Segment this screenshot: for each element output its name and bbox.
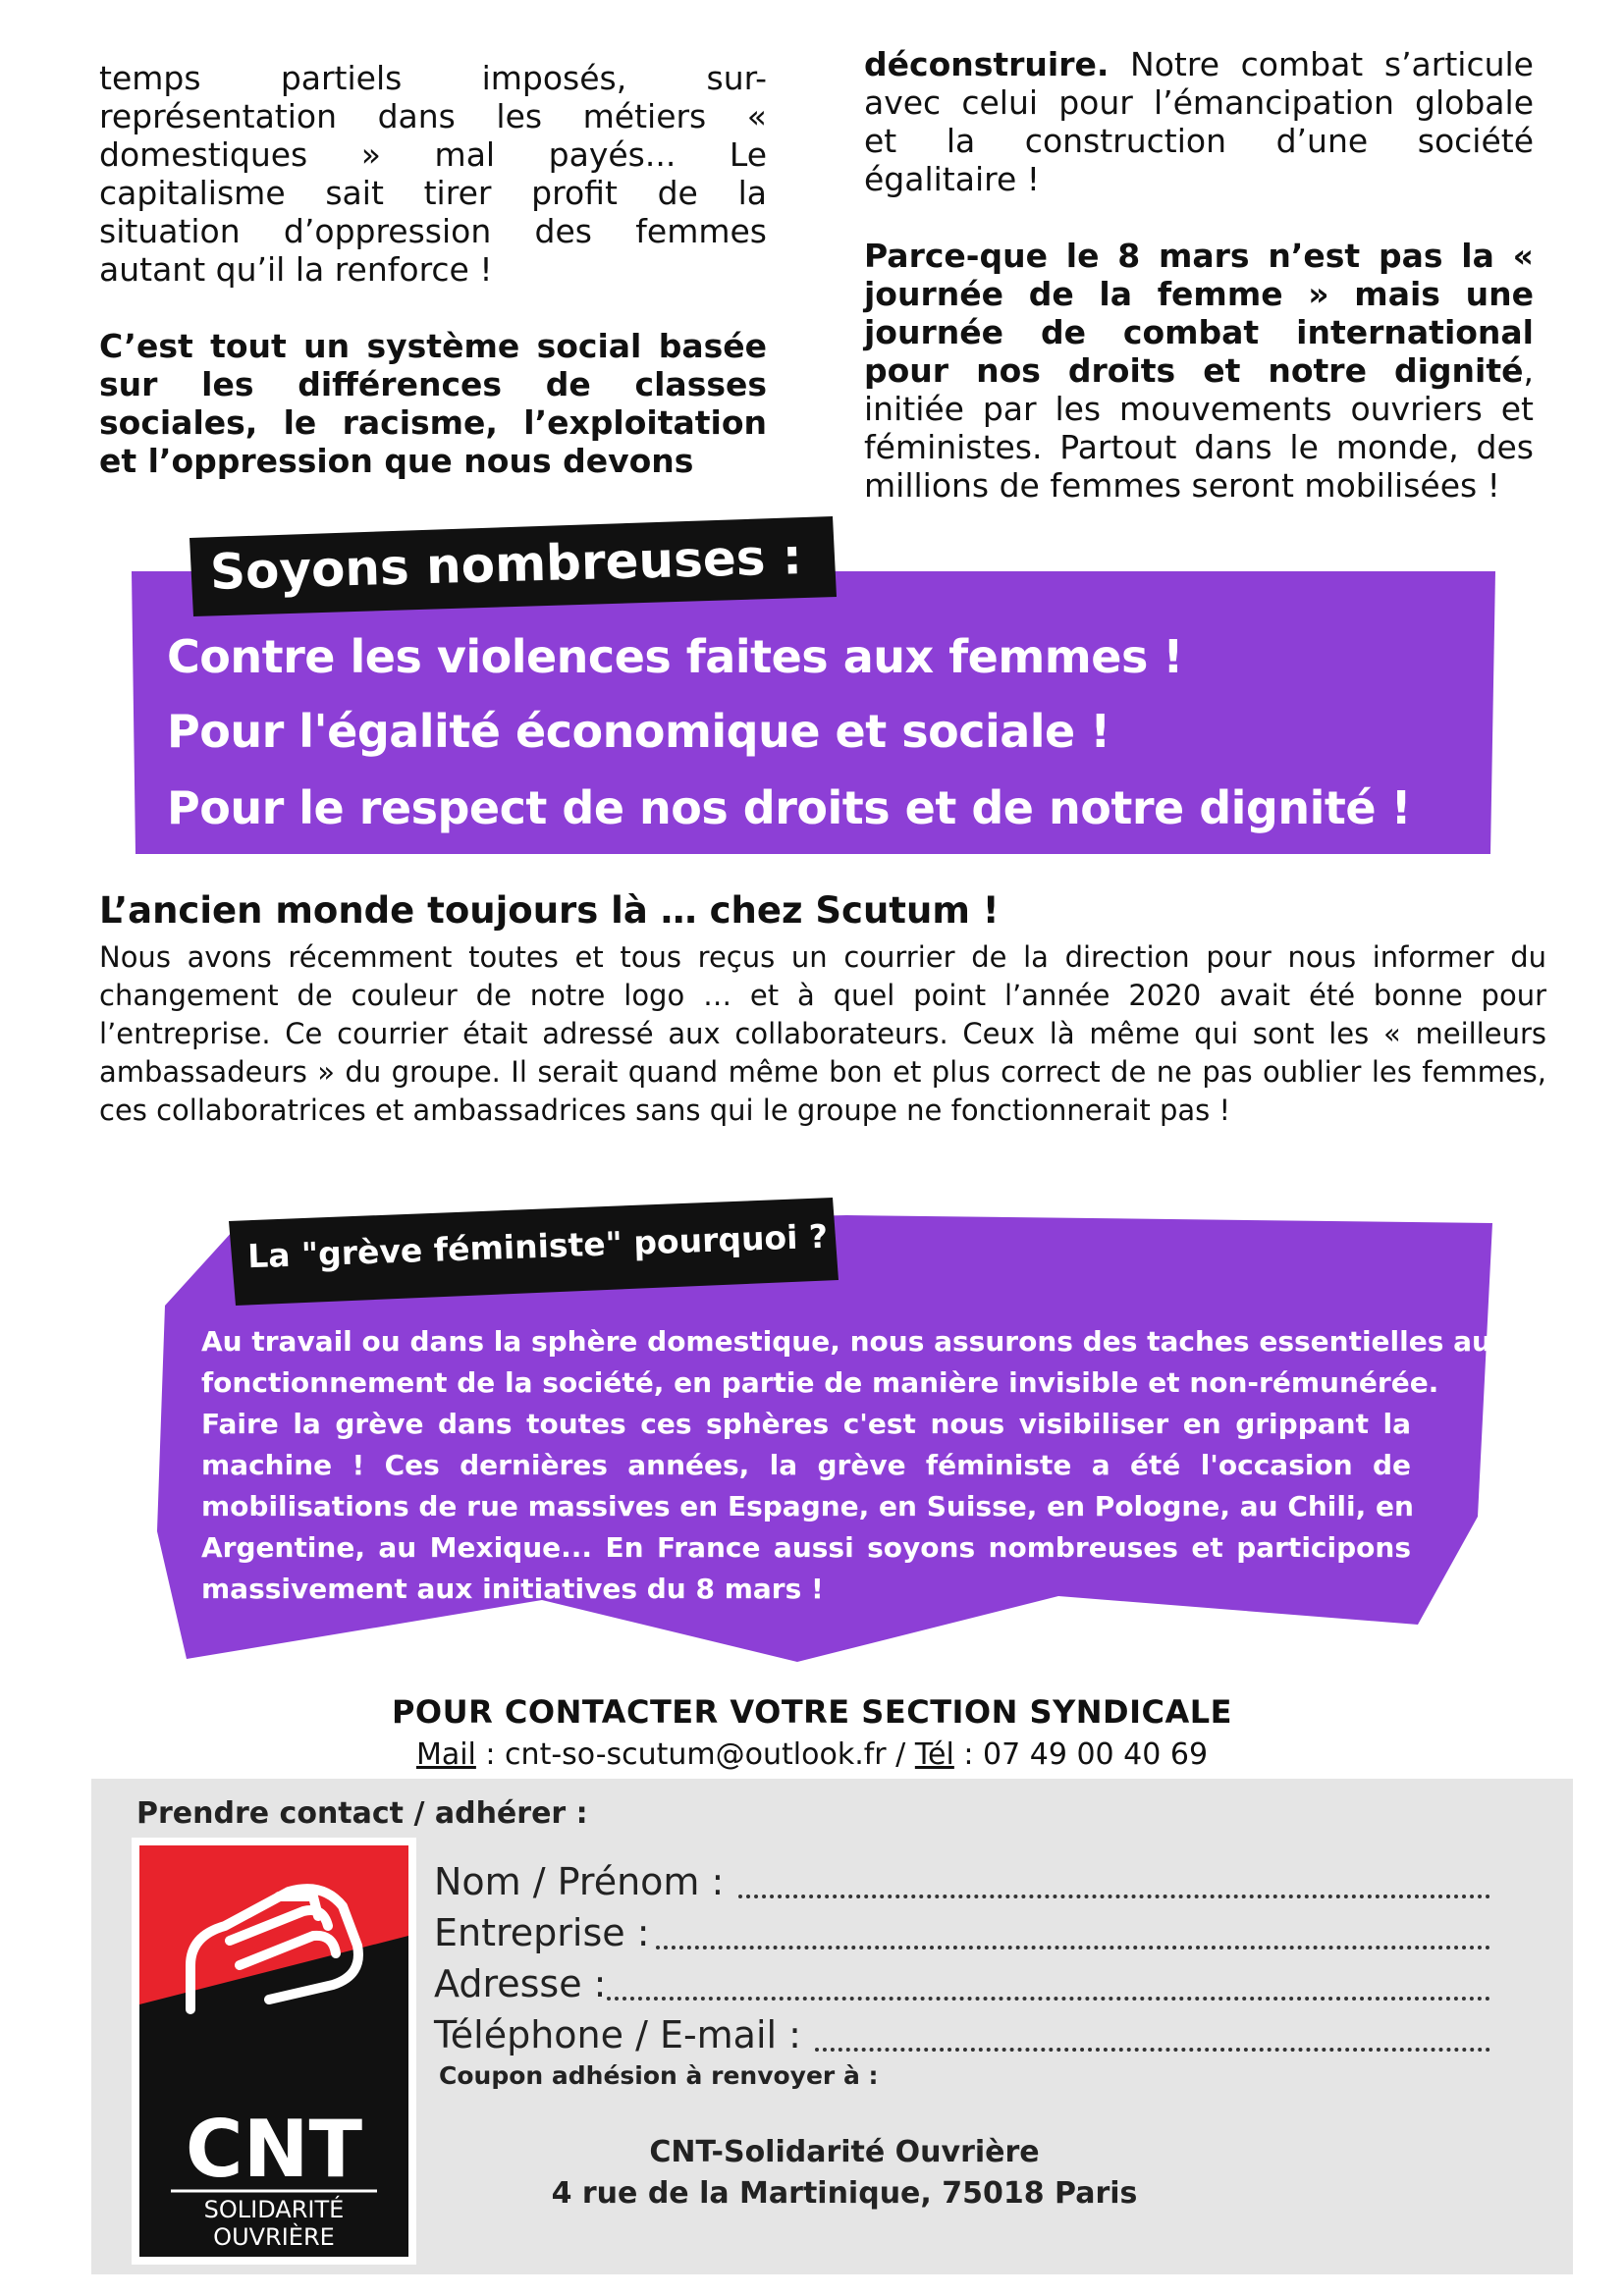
left-paragraph-1: temps partiels imposés, sur-représentation dans les métiers « domestiques » mal payés... Le capitalisme sait tirer profit de la situation d’oppression des femmes autant qu’il la renforce ! bbox=[99, 59, 767, 289]
coupon-heading: Prendre contact / adhérer : bbox=[136, 1796, 588, 1831]
logo-line-2: OUVRIÈRE bbox=[213, 2223, 335, 2251]
mail-label: Mail bbox=[415, 1737, 476, 1772]
banner-2-line-6: Argentine, au Mexique... En France aussi soyons nombreuses et participons bbox=[201, 1531, 1411, 1564]
coupon-subheading: Coupon adhésion à renvoyer à : bbox=[439, 2061, 879, 2090]
field-nom-prenom-line[interactable] bbox=[738, 1895, 1490, 1898]
logo-acronym: CNT bbox=[185, 2104, 363, 2195]
field-entreprise: Entreprise : bbox=[434, 1911, 650, 1954]
banner-1-line-1: Contre les violences faites aux femmes ! bbox=[167, 630, 1183, 683]
tel-value[interactable]: : 07 49 00 40 69 bbox=[953, 1737, 1209, 1772]
banner-1-tag: Soyons nombreuses : bbox=[209, 528, 803, 601]
field-entreprise-line[interactable] bbox=[656, 1946, 1490, 1949]
field-telephone-email-line[interactable] bbox=[815, 2048, 1490, 2052]
contact-line bbox=[0, 1737, 1624, 1772]
banner-2-tag: La "grève féministe" pourquoi ? bbox=[246, 1216, 829, 1276]
address-line-2: 4 rue de la Martinique, 75018 Paris bbox=[551, 2176, 1138, 2211]
right-p2-rest: , initiée par les mouvements ouvriers et féministes. Partout dans le monde, des millions de femmes seront mobilisées ! bbox=[864, 351, 1534, 505]
banner-1-line-2: Pour l'égalité économique et sociale ! bbox=[167, 705, 1110, 758]
banner-2-line-3: Faire la grève dans toutes ces sphères c'est nous visibiliser en grippant la bbox=[201, 1408, 1411, 1440]
banner-2-line-2: fonctionnement de la société, en partie de manière invisible et non-rémunérée. bbox=[201, 1366, 1439, 1399]
contact-title: POUR CONTACTER VOTRE SECTION SYNDICALE bbox=[391, 1693, 1233, 1731]
left-paragraph-2: C’est tout un système social basée sur les différences de classes sociales, le racisme, l’exploitation et l’oppression que nous devons bbox=[99, 327, 767, 480]
logo-line-1: SOLIDARITÉ bbox=[203, 2196, 345, 2223]
field-adresse: Adresse : bbox=[434, 1962, 607, 2005]
cnt-logo bbox=[132, 1838, 416, 2265]
banner-2-line-4: machine ! Ces dernières années, la grève féministe a été l'occasion de bbox=[201, 1449, 1411, 1481]
banner-2-line-7: massivement aux initiatives du 8 mars ! bbox=[201, 1573, 824, 1605]
right-p2-bold: Parce-que le 8 mars n’est pas la « journée de la femme » mais une journée de combat international pour nos droits et notre dignité bbox=[864, 237, 1534, 390]
address-line-1: CNT-Solidarité Ouvrière bbox=[649, 2135, 1040, 2169]
banner-1-line-3: Pour le respect de nos droits et de notre dignité ! bbox=[167, 781, 1412, 834]
scutum-title: L’ancien monde toujours là … chez Scutum ! bbox=[99, 889, 1000, 932]
tel-label: Tél bbox=[914, 1737, 954, 1772]
banner-2-line-5: mobilisations de rue massives en Espagne, en Suisse, en Pologne, au Chili, en bbox=[201, 1490, 1414, 1522]
right-p1-rest: Notre combat s’articule avec celui pour l’émancipation globale et la construction d’une société égalitaire ! bbox=[864, 45, 1534, 198]
field-telephone-email: Téléphone / E-mail : bbox=[434, 2013, 801, 2056]
right-p1-bold: déconstruire. bbox=[864, 45, 1110, 83]
mail-value[interactable]: : cnt-so-scutum@outlook.fr / bbox=[475, 1737, 915, 1772]
scutum-body: Nous avons récemment toutes et tous reçus un courrier de la direction pour nous informer du changement de couleur de notre logo … et à quel point l’année 2020 avait été bonne pour l’entreprise. Ce courrier était adressé aux collaborateurs. Ceux là même qui sont les « meilleurs ambassadeurs » du groupe. Il serait quand même bon et plus correct de ne pas oublier les femmes, ces collaboratrices et ambassadrices sans qui le groupe ne fonctionnerait pas ! bbox=[99, 940, 1546, 1127]
banner-2-line-1: Au travail ou dans la sphère domestique, nous assurons des taches essentielles au bbox=[201, 1325, 1491, 1358]
field-adresse-line[interactable] bbox=[607, 1997, 1490, 2001]
field-nom-prenom: Nom / Prénom : bbox=[434, 1860, 725, 1903]
